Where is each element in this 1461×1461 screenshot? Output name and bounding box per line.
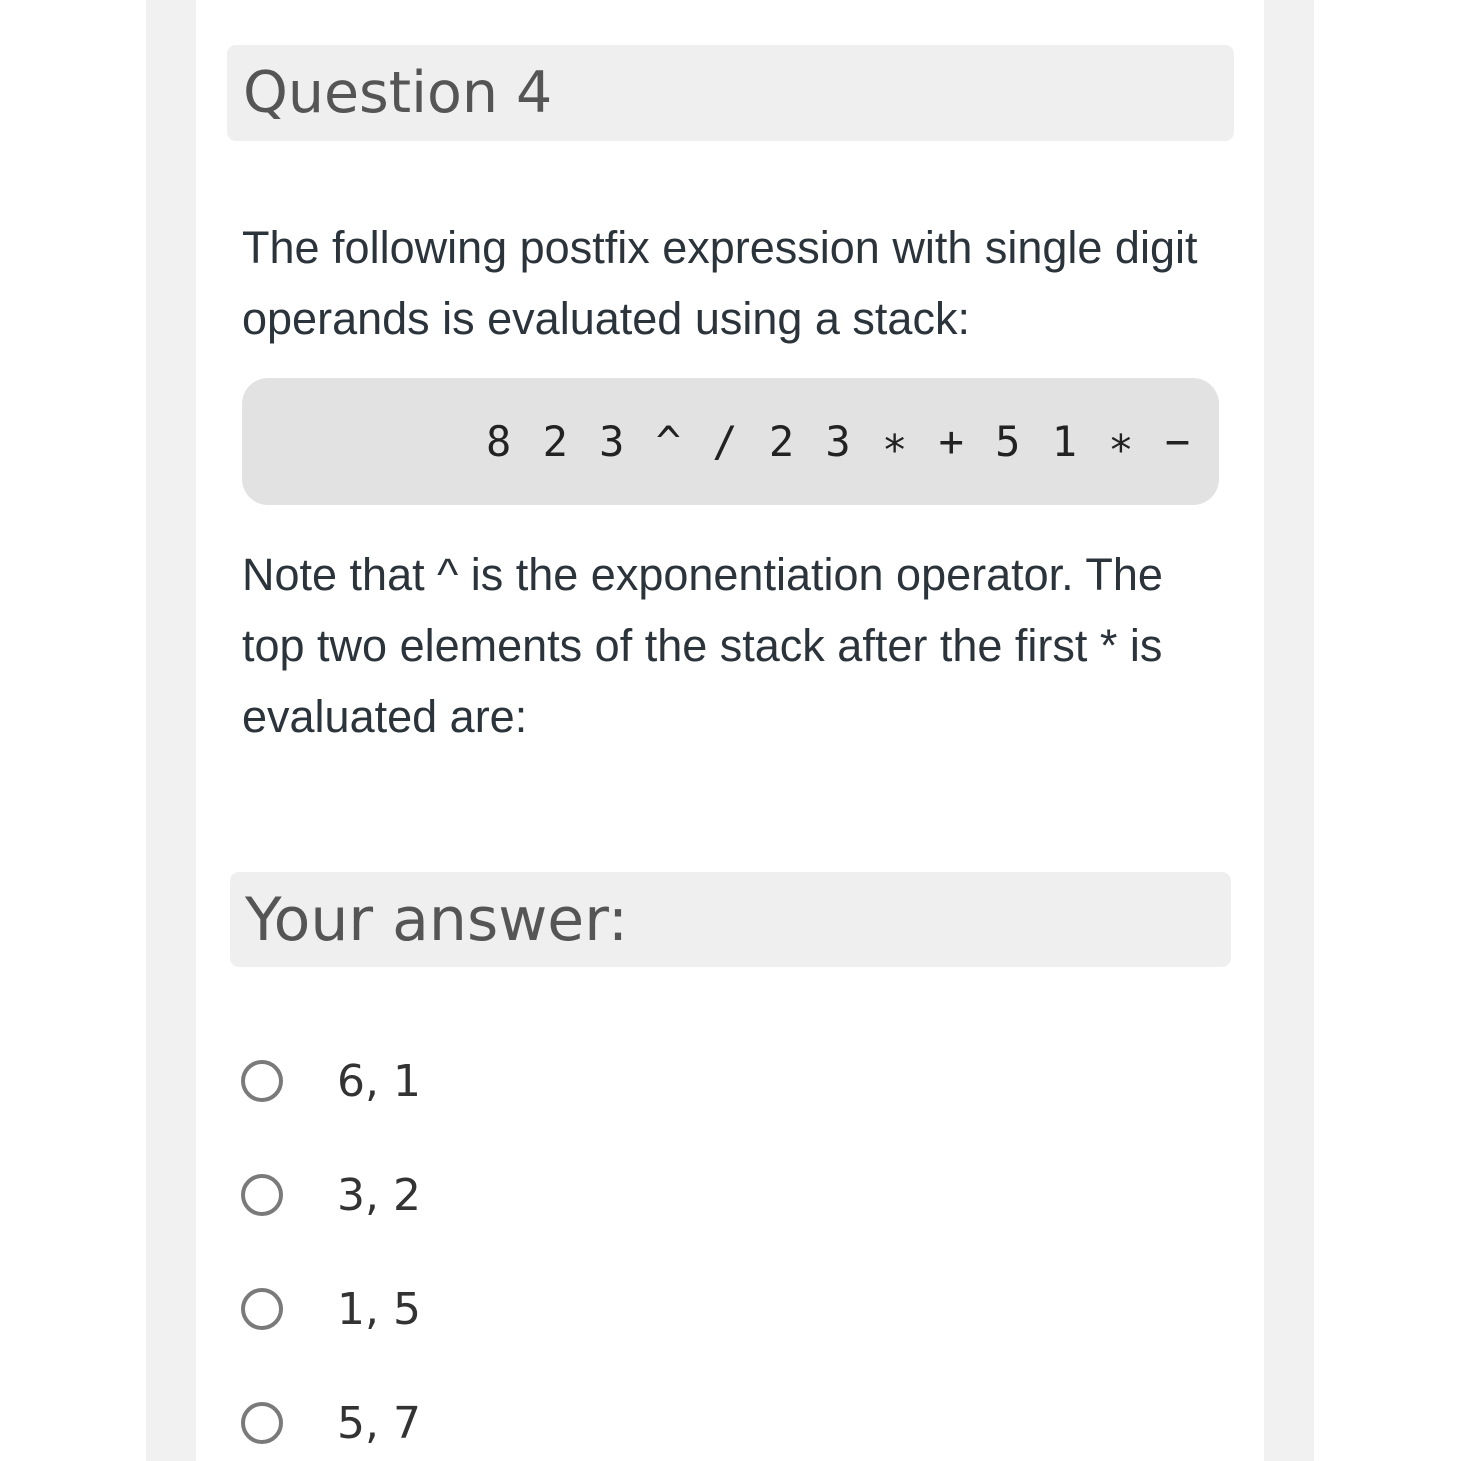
answer-option-2[interactable] (241, 1165, 421, 1225)
postfix-expression: 8 2 3 ^ / 2 3 ∗ + 5 1 ∗ − (486, 417, 1194, 466)
answer-option-3[interactable] (241, 1279, 421, 1339)
question-title: Question 4 (227, 45, 1234, 141)
question-prompt: The following postfix expression with single digit operands is evaluated using a stack: (242, 222, 1198, 344)
question-note: Note that ^ is the exponentiation operator. The top two elements of the stack after the first * is evaluated are: (242, 549, 1163, 742)
left-margin-band (146, 0, 196, 1461)
answer-header: Your answer: (230, 872, 1231, 967)
answer-option-label: 6, 1 (337, 1055, 421, 1107)
answer-option-label: 1, 5 (337, 1283, 421, 1335)
answer-option-4[interactable] (241, 1393, 421, 1453)
answer-option-label: 5, 7 (337, 1397, 421, 1449)
answer-option-1[interactable] (241, 1051, 421, 1111)
answer-option-label: 3, 2 (337, 1169, 421, 1221)
radio-button-icon[interactable] (241, 1288, 283, 1330)
radio-button-icon[interactable] (241, 1402, 283, 1444)
radio-button-icon[interactable] (241, 1174, 283, 1216)
radio-button-icon[interactable] (241, 1060, 283, 1102)
right-margin-band (1264, 0, 1314, 1461)
